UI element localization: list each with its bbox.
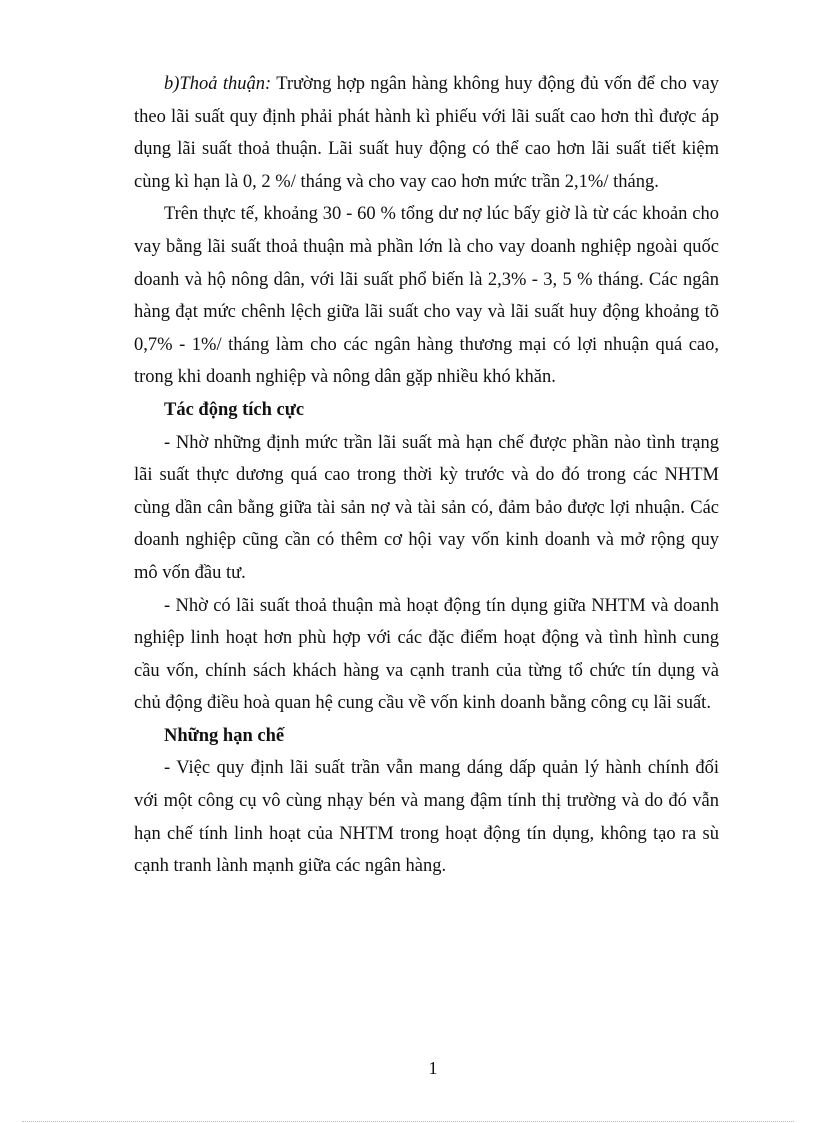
positive-item-1: - Nhờ những định mức trần lãi suất mà hạn chế được phần nào tình trạng lãi suất thực dương quá cao trong thời kỳ trước và do đó trong các NHTM cùng dần cân bằng giữa tài sản nợ và tài sản có, đảm bảo được lợi nhuận. Các doanh nghiệp cũng cần có thêm cơ hội vay vốn kinh doanh và mở rộng quy mô vốn đầu tư. — [134, 432, 719, 583]
page-number: 1 — [428, 1058, 438, 1078]
document-body — [134, 68, 719, 883]
paragraph-reality: Trên thực tế, khoảng 30 - 60 % tổng dư nợ lúc bấy giờ là từ các khoản cho vay bằng lãi suất thoả thuận mà phần lớn là cho vay doanh nghiệp ngoài quốc doanh và hộ nông dân, với lãi suất phổ biến là 2,3% - 3, 5 % tháng. Các ngân hàng đạt mức chênh lệch giữa lãi suất cho vay và lãi suất huy động khoảng tõ 0,7% - 1%/ tháng làm cho các ngân hàng thương mại có lợi nhuận quá cao, trong khi doanh nghiệp và nông dân gặp nhiều khó khăn. — [134, 204, 719, 388]
paragraph-agreement — [134, 68, 719, 198]
paragraph-text: Trường hợp ngân hàng không huy động đủ vốn để cho vay theo lãi suất quy định phải phát hành kì phiếu với lãi suất cao hơn thì được áp dụng lãi suất thoả thuận. Lãi suất huy động có thể cao hơn lãi suất tiết kiệm cùng kì hạn là 0, 2 %/ tháng và cho vay cao hơn mức trần 2,1%/ tháng. — [134, 74, 719, 192]
limitation-item-1: - Việc quy định lãi suất trần vẫn mang dáng dấp quản lý hành chính đối với một công cụ vô cùng nhạy bén và mang đậm tính thị trường và do đó vẫn hạn chế tính linh hoạt của NHTM trong hoạt động tín dụng, không tạo ra sù cạnh tranh lành mạnh giữa các ngân hàng. — [134, 758, 719, 877]
positive-item-2: - Nhờ có lãi suất thoả thuận mà hoạt động tín dụng giữa NHTM và doanh nghiệp linh hoạt hơn phù hợp với các đặc điểm hoạt động và tình hình cung cầu vốn, chính sách khách hàng va cạnh tranh của từng tổ chức tín dụng và chủ động điều hoà quan hệ cung cầu về vốn kinh doanh bằng công cụ lãi suất. — [134, 595, 719, 714]
heading-limitations: Những hạn chế — [164, 725, 285, 746]
page-bottom-divider — [22, 1121, 794, 1122]
paragraph-label: b)Thoả thuận: — [164, 74, 272, 94]
heading-positive-effects: Tác động tích cực — [164, 399, 305, 420]
